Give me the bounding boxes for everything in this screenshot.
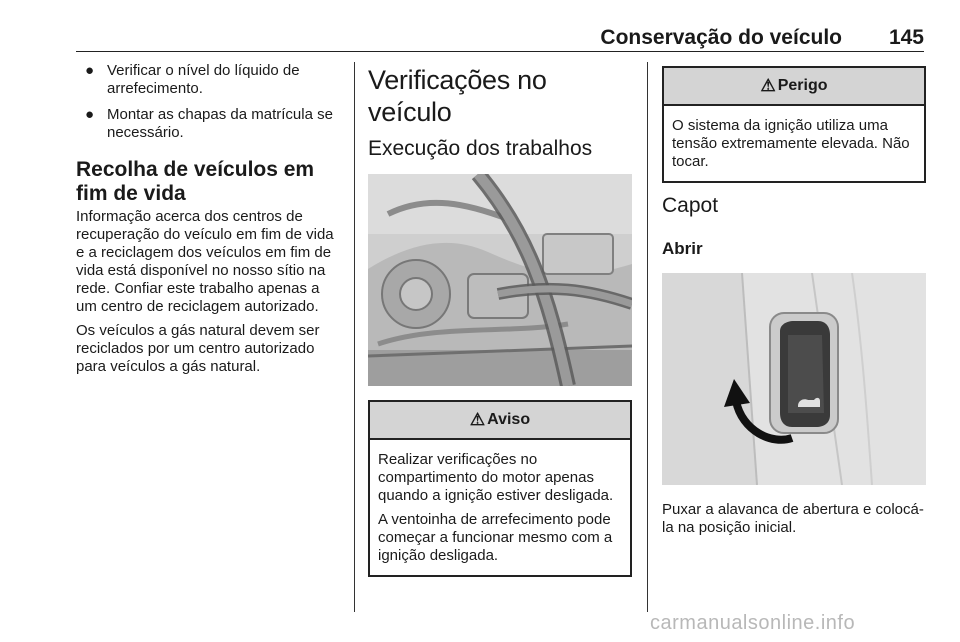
warning-header [370, 402, 630, 440]
column-divider [647, 62, 648, 612]
section-heading: Recolha de veículos em fim de vida [76, 158, 315, 205]
bullet-list [76, 62, 342, 142]
paragraph: Informação acerca dos centros de recuperação do veículo em fim de vida e a reciclagem dos veículos em fim de vida está disponível no nosso sítio na rede. Confiar este trabalho apenas a um centro de reciclagem autorizado. [76, 208, 334, 315]
danger-body [664, 106, 924, 181]
running-title: Conservação do veículo [600, 26, 842, 49]
engine-bay-illustration [368, 174, 632, 386]
page-header [76, 18, 924, 52]
column-left [76, 62, 342, 382]
warning-icon: ⚠ [760, 76, 776, 95]
column-middle [368, 62, 632, 577]
watermark: carmanualsonline.info [650, 612, 856, 634]
paragraph: Realizar verificações no compartimento do motor apenas quando a ignição estiver desligada. [378, 451, 614, 504]
bullet-icon: ● [85, 62, 95, 79]
page-title: Verificações no veículo [368, 65, 547, 127]
danger-title: Perigo [777, 77, 828, 94]
warning-title: Aviso [487, 411, 531, 428]
column-divider [354, 62, 355, 612]
paragraph: Os veículos a gás natural devem ser reciclados por um centro autorizado para veículos a gás natural. [76, 322, 320, 375]
warning-box [368, 400, 632, 577]
hood-release-illustration [662, 273, 926, 485]
page-number: 145 [888, 26, 924, 49]
danger-box [662, 66, 926, 183]
danger-header [664, 68, 924, 106]
section-heading: Capot [662, 194, 719, 217]
column-right [662, 62, 926, 543]
paragraph: A ventoinha de arrefecimento pode começar a funcionar mesmo com a ignição desligada. [378, 511, 613, 564]
warning-icon: ⚠ [469, 410, 486, 429]
paragraph: O sistema da ignição utiliza uma tensão extremamente elevada. Não tocar. [672, 117, 910, 170]
caption: Puxar a alavanca de abertura e colocá-la na posição inicial. [662, 501, 924, 536]
warning-body [370, 440, 630, 575]
bullet-icon: ● [85, 106, 95, 123]
section-heading: Execução dos trabalhos [368, 137, 593, 160]
list-item: ● Montar as chapas da matrícula se necessário. [85, 106, 333, 141]
list-item: ● Verificar o nível do líquido de arrefecimento. [85, 62, 300, 97]
subsection-heading: Abrir [662, 239, 703, 258]
